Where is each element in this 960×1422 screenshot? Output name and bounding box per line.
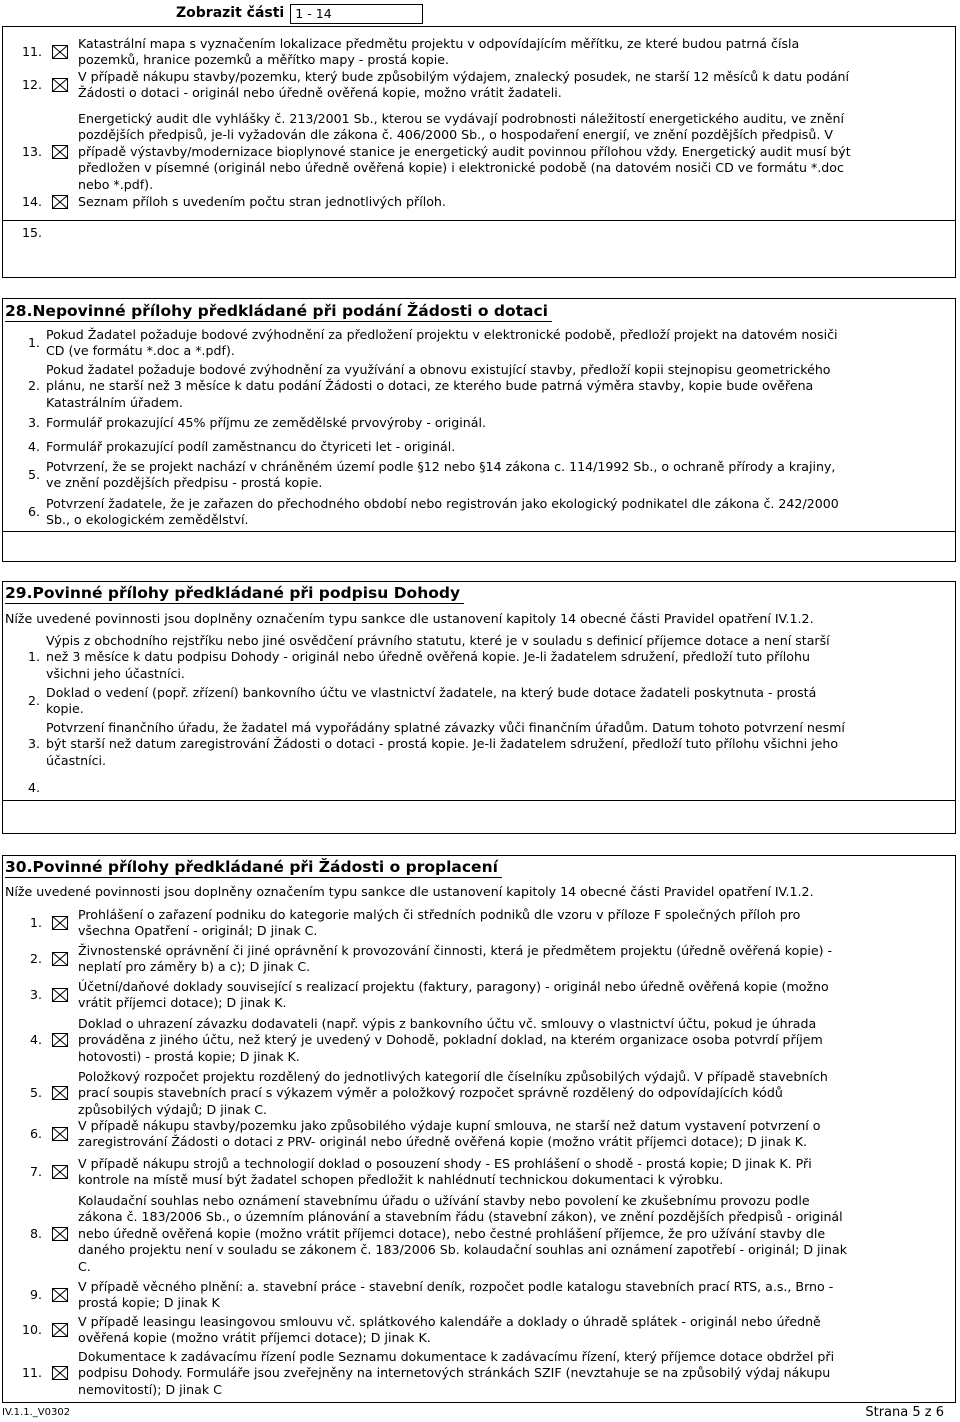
text-line: Sb., o ekologickém zemědělství. — [46, 512, 249, 528]
item-number: 12. — [21, 77, 42, 93]
text-line: Energetický audit dle vyhlášky č. 213/2001 Sb., kterou se vydávají podrobnosti náležitostí energetického auditu, ve znění — [78, 111, 844, 126]
item-number: 11. — [21, 44, 42, 60]
text-line: Položkový rozpočet projektu rozdělený do jednotlivých kategorií dle číselníku způsobilých výdajů. V případě stavebních — [78, 1069, 828, 1084]
item-number: 1. — [29, 915, 42, 931]
text-line: ověřená kopie (možno vrátit příjemci dotace); D jinak K. — [78, 1330, 431, 1346]
text-line: Doklad o vedení (popř. zřízení) bankovního účtu ve vlastnictví žadatele, na který bude dotace žadateli poskytnuta - prostá — [46, 685, 817, 700]
text-line: V případě nákupu stavby/pozemku, který bude způsobilým výdajem, znalecký posudek, ne starší 12 měsíců k datu podání — [78, 69, 850, 84]
list-item — [2, 36, 956, 69]
text-line: V případě nákupu stavby/pozemku jako způsobilého výdaje kupní smlouva, ne starší než datum vystavení potvrzení o — [78, 1118, 821, 1133]
item-text — [78, 1349, 954, 1398]
list-item — [2, 1349, 956, 1399]
item-number: 3. — [29, 987, 42, 1003]
item-number: 7. — [29, 1164, 42, 1180]
item-number: 10. — [21, 1322, 42, 1338]
list-item — [2, 1314, 956, 1348]
text-line: pozdějších předpisů, je-li vyžadován dle zákona č. 406/2000 Sb., o hospodaření energií, ve znění pozdějších předpisů. V — [78, 127, 833, 143]
item-text — [46, 327, 950, 360]
checkbox-checked-icon[interactable] — [52, 195, 70, 211]
list-item — [2, 327, 956, 361]
list-item — [2, 943, 956, 977]
text-line: Pokud žadatel požaduje bodové zvýhodnění za využívání a obnovu existující stavby, předloží kopii stejnopisu geometrického — [46, 362, 831, 377]
item-text — [78, 907, 954, 940]
checkbox-checked-icon[interactable] — [52, 1165, 70, 1181]
text-line: pozemků, hranice pozemků a měřítko mapy - prostá kopie. — [78, 52, 449, 68]
item-number: 5. — [27, 467, 40, 483]
item-number: 2. — [27, 693, 40, 709]
text-line: Doklad o uhrazení závazku dodavateli (např. výpis z bankovního účtu vč. smlouvy o vlastnictví účtu, pokud je úhrada — [78, 1016, 817, 1031]
row-divider — [2, 800, 956, 801]
checkbox-checked-icon[interactable] — [52, 1086, 70, 1102]
list-item — [2, 979, 956, 1013]
item-text — [78, 1279, 954, 1312]
text-line: prací soupis stavebních prací s výkazem výměr a položkový rozpočet správně rozdělený do odpovídajících kódů — [78, 1085, 783, 1101]
section30-note: Níže uvedené povinnosti jsou doplněny označením typu sankce dle ustanovení kapitoly 14 obecné části Pravidel opatření IV.1.2. — [5, 884, 814, 899]
list-item — [2, 111, 956, 193]
checkbox-checked-icon[interactable] — [52, 1323, 70, 1339]
section28-title: 28.Nepovinné přílohy předkládané při podání Žádosti o dotaci — [5, 302, 552, 322]
section30-title: 30.Povinné přílohy předkládané při Žádosti o proplacení — [5, 858, 502, 878]
list-item — [2, 907, 956, 941]
text-line: kopie. — [46, 701, 84, 717]
item-text — [46, 459, 950, 492]
text-line: Potvrzení, že se projekt nachází v chráněném území podle §12 nebo §14 zákona c. 114/1992 Sb., o ochraně přírody a krajiny, — [46, 459, 836, 474]
list-item — [2, 362, 956, 414]
text-line: Žádosti o dotaci - originál nebo úředně ověřená kopie, možno vrátit žadateli. — [78, 85, 562, 101]
item-text — [46, 362, 950, 411]
item-text — [78, 1069, 954, 1118]
text-line: všechna Opatření - originál; D jinak C. — [78, 923, 318, 939]
text-line: Seznam příloh s uvedením počtu stran jednotlivých příloh. — [78, 194, 446, 209]
item-number: 15. — [21, 225, 42, 240]
list-item — [2, 459, 956, 495]
item-number: 1. — [27, 335, 40, 351]
item-number: 13. — [21, 143, 42, 159]
text-line: Prohlášení o zařazení podniku do kategorie malých či středních podniků dle vzoru v příloze F společných příloh pro — [78, 907, 801, 922]
list-item — [2, 1156, 956, 1192]
item-number: 4. — [27, 780, 40, 795]
list-item — [2, 1193, 956, 1277]
item-number: 4. — [29, 1032, 42, 1048]
text-line: hotovosti) - prostá kopie; D jinak K. — [78, 1048, 300, 1064]
list-item — [2, 496, 956, 530]
text-line: předložen v písemné (originál nebo úředně ověřená kopie) i elektronické podobě (na datovém nosiči CD ve formátu *.doc — [78, 160, 844, 176]
show-parts-label: Zobrazit části — [176, 5, 285, 22]
text-line: účastníci. — [46, 752, 107, 768]
list-item — [2, 780, 956, 800]
list-item — [2, 1016, 956, 1066]
checkbox-checked-icon[interactable] — [52, 1127, 70, 1143]
item-number: 14. — [21, 194, 42, 209]
show-parts-bar — [176, 2, 423, 25]
list-item — [2, 439, 956, 459]
text-line: V případě leasingu leasingovou smlouvu vč. splátkového kalendáře a doklady o úhradě splátek - originál nebo úředně — [78, 1314, 821, 1329]
checkbox-checked-icon[interactable] — [52, 1288, 70, 1304]
text-line: Katastrální mapa s vyznačením lokalizace předmětu projektu v odpovídajícím měřítku, ze které budou patrná čísla — [78, 36, 800, 51]
checkbox-checked-icon[interactable] — [52, 1366, 70, 1382]
text-line: V případě nákupu strojů a technologií doklad o posouzení shody - ES prohlášení o shodě - prostá kopie; D jinak K. Při — [78, 1156, 812, 1171]
text-line: vrátit příjemci dotace); D jinak K. — [78, 995, 287, 1011]
text-line: Živnostenské oprávnění či jiné oprávnění k provozování činnosti, která je předmětem projektu (úředně ověřená kopie) - — [78, 943, 833, 958]
text-line: kontrole na místě musí být žadatel schopen předložit k nahlédnutí technickou dokumentaci k výrobku. — [78, 1172, 724, 1188]
text-line: neplatí pro záměry b) a c); D jinak C. — [78, 959, 311, 975]
text-line: být starší než datum zaregistrování Žádosti o dotaci - prostá kopie. Je-li žadatelem sdružení, předloží tuto přílohu všichni jeho — [46, 736, 839, 752]
item-number: 2. — [27, 378, 40, 394]
document-code: IV.1.1._V0302 — [2, 1407, 71, 1418]
item-number: 2. — [29, 951, 42, 967]
checkbox-checked-icon[interactable] — [52, 916, 70, 932]
list-item — [2, 633, 956, 683]
text-line: Katastrálním úřadem. — [46, 394, 183, 410]
item-number: 11. — [21, 1365, 42, 1381]
text-line: Kolaudační souhlas nebo oznámení stavebnímu úřadu o užívání stavby nebo povolení ke zkušebnímu provozu podle — [78, 1193, 810, 1208]
item-number: 6. — [27, 504, 40, 520]
text-line: plánu, ne starší než 3 měsíce k datu podání Žádosti o dotaci, ze kterého bude patrná výměra stavby, kopie bude ověřena — [46, 378, 814, 394]
text-line: CD (ve formátu *.doc a *.pdf). — [46, 343, 235, 359]
item-number: 1. — [27, 649, 40, 665]
list-item — [2, 225, 956, 245]
list-item — [2, 685, 956, 719]
item-text — [78, 943, 954, 976]
item-text — [78, 1118, 954, 1151]
text-line: nebo *.pdf). — [78, 176, 154, 192]
text-line: Účetní/daňové doklady související s realizací projektu (faktury, paragony) - originál nebo úředně ověřená kopie (možno — [78, 979, 829, 994]
list-item — [2, 720, 956, 778]
item-text — [46, 633, 950, 682]
checkbox-checked-icon[interactable] — [52, 1033, 70, 1049]
list-item — [2, 1069, 956, 1117]
item-number: 5. — [29, 1085, 42, 1101]
item-text — [46, 439, 950, 455]
text-line: nebo úředně ověřená kopie (možno vrátit příjemci dotace), nebo čestné prohlášení příjemce, že pro užívání stavby dle — [78, 1225, 826, 1241]
text-line: prováděna z jiného účtu, než který je uvedený v Dohodě, pokladní doklad, na kterém organizace osoba potvrdí příjem — [78, 1032, 823, 1048]
text-line: Výpis z obchodního rejstříku nebo jiné osvědčení právního statutu, které je v souladu s definicí příjemce dotace a není starší — [46, 633, 830, 648]
checkbox-checked-icon[interactable] — [52, 145, 70, 161]
item-text — [46, 496, 950, 529]
checkbox-checked-icon[interactable] — [52, 1227, 70, 1243]
item-text — [78, 979, 954, 1012]
text-line: Formulář prokazující 45% příjmu ze zemědělské prvovýroby - originál. — [46, 415, 486, 430]
text-line: V případě věcného plnění: a. stavební práce - stavební deník, rozpočet podle katalogu stavebních prací RTS, a.s., Brno - — [78, 1279, 834, 1294]
checkbox-checked-icon[interactable] — [52, 988, 70, 1004]
item-number: 4. — [27, 439, 40, 454]
show-parts-input[interactable]: 1 - 14 — [290, 4, 423, 24]
list-item — [2, 194, 956, 214]
item-text — [46, 685, 950, 718]
item-number: 8. — [29, 1225, 42, 1241]
item-number: 9. — [29, 1287, 42, 1303]
row-divider — [2, 531, 956, 532]
item-text — [78, 1193, 954, 1275]
row-divider — [2, 220, 956, 221]
text-line: Dokumentace k zadávacímu řízení podle Seznamu dokumentace k zadávacímu řízení, který příjemce dotace obdržel při — [78, 1349, 835, 1364]
text-line: Potvrzení finančního úřadu, že žadatel má vypořádány splatné závazky vůči finančním úřadům. Datum tohoto potvrzení nesmí — [46, 720, 845, 735]
list-item — [2, 69, 956, 102]
item-number: 3. — [27, 415, 40, 430]
text-line: daného projektu není v souladu se zákonem č. 183/2006 Sb. kolaudační souhlas ani oznámení zapotřebí - originál; D jinak — [78, 1242, 848, 1258]
item-number: 3. — [27, 736, 40, 752]
item-number: 6. — [29, 1126, 42, 1142]
text-line: zaregistrování Žádosti o dotaci z PRV- originál nebo úředně ověřená kopie (možno vrátit příjemci dotace); D jinak K. — [78, 1134, 808, 1150]
item-text — [78, 111, 954, 193]
text-line: způsobilých výdajů; D jinak C. — [78, 1101, 268, 1117]
item-text — [78, 69, 954, 102]
checkbox-checked-icon[interactable] — [52, 45, 70, 61]
item-text — [78, 1016, 954, 1065]
item-text — [46, 720, 950, 769]
item-text — [78, 194, 954, 210]
text-line: Formulář prokazující podíl zaměstnancu do čtyriceti let - originál. — [46, 439, 456, 454]
checkbox-checked-icon[interactable] — [52, 78, 70, 94]
section29-title: 29.Povinné přílohy předkládané při podpisu Dohody — [5, 584, 464, 604]
section29-note: Níže uvedené povinnosti jsou doplněny označením typu sankce dle ustanovení kapitoly 14 obecné části Pravidel opatření IV.1.2. — [5, 611, 814, 626]
item-text — [78, 36, 954, 69]
text-line: Pokud Žadatel požaduje bodové zvýhodnění za předložení projektu v elektronické podobě, předloží projekt na datovém nosiči — [46, 327, 838, 342]
text-line: případě výstavby/modernizace bioplynové stanice je energetický audit povinnou přílohou vždy. Energetický audit musí být — [78, 143, 851, 159]
item-text — [78, 1156, 954, 1189]
text-line: ve znění pozdějších předpisu - prostá kopie. — [46, 475, 323, 491]
text-line: C. — [78, 1258, 91, 1274]
text-line: než 3 měsíce k datu podpisu Dohody - originál nebo úředně ověřená kopie. Je-li žadatelem sdružení, předloží tuto přílohu — [46, 649, 810, 665]
page-number: Strana 5 z 6 — [865, 1405, 944, 1420]
text-line: podpisu Dohody. Formuláře jsou zveřejněny na internetových stránkách SZIF (nevztahuje se na způsobilý výdaj nákupu — [78, 1365, 831, 1381]
text-line: Potvrzení žadatele, že je zařazen do přechodného období nebo registrován jako ekologický podnikatel dle zákona č. 242/2000 — [46, 496, 839, 511]
list-item — [2, 1279, 956, 1313]
list-item — [2, 415, 956, 437]
item-text — [46, 415, 950, 431]
item-text — [78, 1314, 954, 1347]
checkbox-checked-icon[interactable] — [52, 952, 70, 968]
text-line: všichni jeho účastníci. — [46, 665, 185, 681]
text-line: zákona č. 183/2006 Sb., o územním plánování a stavebním řádu (stavební zákon), ve znění pozdějších předpisů - originál — [78, 1209, 843, 1225]
text-line: nemovitostí); D jinak C — [78, 1381, 222, 1397]
list-item — [2, 1118, 956, 1154]
text-line: prostá kopie; D jinak K — [78, 1295, 220, 1311]
